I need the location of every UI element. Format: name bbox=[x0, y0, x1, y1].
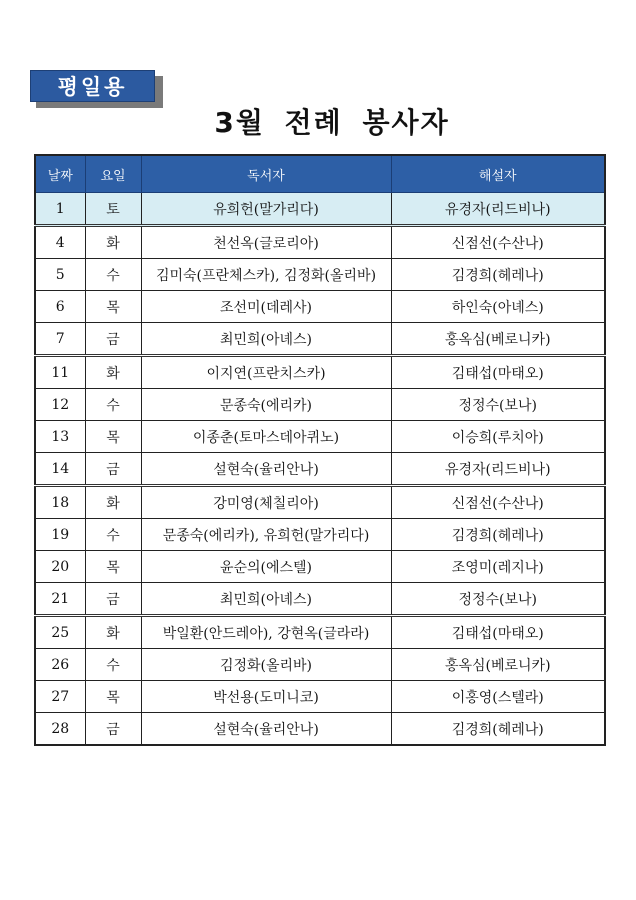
cell-day: 금 bbox=[85, 453, 141, 486]
cell-day: 목 bbox=[85, 551, 141, 583]
header-commentator: 해설자 bbox=[391, 155, 605, 193]
cell-date: 4 bbox=[35, 226, 85, 259]
header-date: 날짜 bbox=[35, 155, 85, 193]
cell-date: 14 bbox=[35, 453, 85, 486]
cell-reader: 강미영(체칠리아) bbox=[141, 486, 391, 519]
table-row bbox=[35, 649, 605, 681]
cell-reader: 최민희(아녜스) bbox=[141, 583, 391, 616]
table-row bbox=[35, 713, 605, 746]
cell-date: 19 bbox=[35, 519, 85, 551]
cell-date: 12 bbox=[35, 389, 85, 421]
cell-reader: 유희헌(말가리다) bbox=[141, 193, 391, 226]
cell-date: 20 bbox=[35, 551, 85, 583]
cell-reader: 이지연(프란치스카) bbox=[141, 356, 391, 389]
table-row bbox=[35, 486, 605, 519]
cell-commentator: 정정수(보나) bbox=[391, 583, 605, 616]
table-row bbox=[35, 323, 605, 356]
cell-commentator: 정정수(보나) bbox=[391, 389, 605, 421]
cell-date: 11 bbox=[35, 356, 85, 389]
cell-commentator: 이홍영(스텔라) bbox=[391, 681, 605, 713]
cell-commentator: 김경희(헤레나) bbox=[391, 519, 605, 551]
cell-reader: 설현숙(율리안나) bbox=[141, 453, 391, 486]
cell-day: 수 bbox=[85, 649, 141, 681]
cell-date: 28 bbox=[35, 713, 85, 746]
cell-day: 목 bbox=[85, 681, 141, 713]
cell-reader: 조선미(데레사) bbox=[141, 291, 391, 323]
cell-commentator: 이승희(루치아) bbox=[391, 421, 605, 453]
cell-day: 목 bbox=[85, 421, 141, 453]
cell-day: 화 bbox=[85, 616, 141, 649]
cell-date: 7 bbox=[35, 323, 85, 356]
table-row bbox=[35, 356, 605, 389]
cell-commentator: 신점선(수산나) bbox=[391, 226, 605, 259]
cell-reader: 윤순의(에스텔) bbox=[141, 551, 391, 583]
table-row bbox=[35, 681, 605, 713]
cell-date: 18 bbox=[35, 486, 85, 519]
cell-date: 25 bbox=[35, 616, 85, 649]
cell-commentator: 김경희(헤레나) bbox=[391, 259, 605, 291]
cell-day: 금 bbox=[85, 713, 141, 746]
volunteer-table bbox=[34, 154, 606, 746]
cell-reader: 김정화(올리바) bbox=[141, 649, 391, 681]
table-row bbox=[35, 583, 605, 616]
cell-reader: 박일환(안드레아), 강현옥(글라라) bbox=[141, 616, 391, 649]
cell-date: 1 bbox=[35, 193, 85, 226]
cell-commentator: 김태섭(마태오) bbox=[391, 356, 605, 389]
cell-commentator: 조영미(레지나) bbox=[391, 551, 605, 583]
cell-day: 금 bbox=[85, 583, 141, 616]
cell-commentator: 신점선(수산나) bbox=[391, 486, 605, 519]
cell-reader: 문종숙(에리카) bbox=[141, 389, 391, 421]
cell-reader: 천선옥(글로리아) bbox=[141, 226, 391, 259]
cell-day: 화 bbox=[85, 226, 141, 259]
cell-commentator: 유경자(리드비나) bbox=[391, 453, 605, 486]
page-title: 3월 전례 봉사자 bbox=[214, 106, 450, 139]
table-header-row bbox=[35, 155, 605, 193]
table-row bbox=[35, 226, 605, 259]
table-row bbox=[35, 616, 605, 649]
cell-day: 화 bbox=[85, 486, 141, 519]
cell-date: 27 bbox=[35, 681, 85, 713]
cell-commentator: 김태섭(마태오) bbox=[391, 616, 605, 649]
cell-commentator: 홍옥심(베로니카) bbox=[391, 649, 605, 681]
table-row bbox=[35, 389, 605, 421]
cell-reader: 최민희(아녜스) bbox=[141, 323, 391, 356]
table-row bbox=[35, 291, 605, 323]
weekday-badge: 평일용 bbox=[30, 70, 155, 102]
table-row bbox=[35, 453, 605, 486]
cell-day: 금 bbox=[85, 323, 141, 356]
cell-day: 수 bbox=[85, 389, 141, 421]
table-row bbox=[35, 259, 605, 291]
cell-day: 화 bbox=[85, 356, 141, 389]
cell-date: 5 bbox=[35, 259, 85, 291]
cell-date: 13 bbox=[35, 421, 85, 453]
cell-day: 토 bbox=[85, 193, 141, 226]
table-row bbox=[35, 421, 605, 453]
cell-commentator: 김경희(헤레나) bbox=[391, 713, 605, 746]
cell-day: 수 bbox=[85, 259, 141, 291]
cell-date: 6 bbox=[35, 291, 85, 323]
cell-commentator: 하인숙(아녜스) bbox=[391, 291, 605, 323]
cell-reader: 김미숙(프란체스카), 김정화(올리바) bbox=[141, 259, 391, 291]
cell-reader: 설현숙(율리안나) bbox=[141, 713, 391, 746]
cell-commentator: 홍옥심(베로니카) bbox=[391, 323, 605, 356]
cell-reader: 이종춘(토마스데아퀴노) bbox=[141, 421, 391, 453]
table-row bbox=[35, 551, 605, 583]
cell-date: 21 bbox=[35, 583, 85, 616]
cell-day: 목 bbox=[85, 291, 141, 323]
cell-date: 26 bbox=[35, 649, 85, 681]
header-reader: 독서자 bbox=[141, 155, 391, 193]
cell-reader: 문종숙(에리카), 유희헌(말가리다) bbox=[141, 519, 391, 551]
table-row bbox=[35, 519, 605, 551]
cell-reader: 박선용(도미니코) bbox=[141, 681, 391, 713]
cell-commentator: 유경자(리드비나) bbox=[391, 193, 605, 226]
cell-day: 수 bbox=[85, 519, 141, 551]
table-row bbox=[35, 193, 605, 226]
header-day: 요일 bbox=[85, 155, 141, 193]
